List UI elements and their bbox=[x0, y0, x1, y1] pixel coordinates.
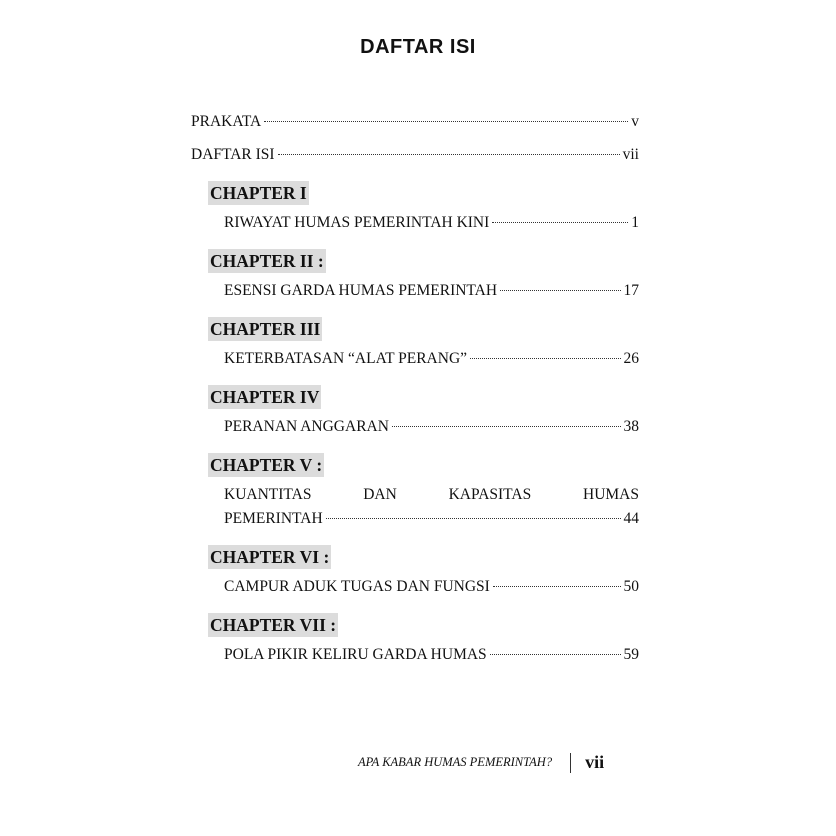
toc-entry-label: KETERBATASAN “ALAT PERANG” bbox=[224, 350, 468, 367]
toc-page-number: v bbox=[631, 113, 639, 130]
chapter-heading: CHAPTER VII : bbox=[210, 615, 337, 635]
toc-page-number: 38 bbox=[623, 418, 639, 435]
toc-entry-label: ESENSI GARDA HUMAS PEMERINTAH bbox=[224, 282, 498, 299]
dot-leader bbox=[392, 426, 621, 427]
dot-leader bbox=[326, 518, 621, 519]
toc-page-number: 26 bbox=[623, 350, 639, 367]
toc-entry-word: DAN bbox=[363, 486, 397, 503]
chapter-block-3 bbox=[208, 317, 639, 371]
toc-page-number: vii bbox=[622, 146, 639, 163]
page-footer bbox=[358, 752, 604, 773]
dot-leader bbox=[493, 586, 621, 587]
chapter-heading: CHAPTER III bbox=[210, 319, 321, 339]
toc-entry-prakata[interactable] bbox=[191, 110, 639, 134]
chapter-heading: CHAPTER IV bbox=[210, 387, 320, 407]
toc-entry-chapter-5[interactable] bbox=[224, 483, 639, 531]
table-of-contents bbox=[191, 110, 639, 667]
toc-entry-word: KAPASITAS bbox=[448, 486, 532, 503]
toc-page-number: 1 bbox=[631, 214, 639, 231]
toc-page-number: 17 bbox=[623, 282, 639, 299]
toc-entry-label: PEMERINTAH bbox=[224, 510, 323, 527]
chapter-block-2 bbox=[208, 249, 639, 303]
toc-entry-label: PRAKATA bbox=[191, 113, 262, 130]
toc-entry-chapter-4[interactable] bbox=[224, 415, 639, 439]
chapter-block-4 bbox=[208, 385, 639, 439]
toc-entry-chapter-3[interactable] bbox=[224, 347, 639, 371]
chapter-heading: CHAPTER I bbox=[210, 183, 307, 203]
toc-entry-label-line2 bbox=[224, 507, 639, 531]
chapter-heading: CHAPTER V : bbox=[210, 455, 323, 475]
chapter-block-5 bbox=[208, 453, 639, 531]
chapter-block-1 bbox=[208, 181, 639, 235]
toc-entry-word: KUANTITAS bbox=[224, 486, 312, 503]
toc-entry-label-line1 bbox=[224, 483, 639, 507]
toc-page-number: 44 bbox=[623, 510, 639, 527]
toc-entry-daftar-isi[interactable] bbox=[191, 143, 639, 167]
dot-leader bbox=[500, 290, 620, 291]
toc-entry-chapter-6[interactable] bbox=[224, 575, 639, 599]
toc-entry-word: HUMAS bbox=[583, 486, 639, 503]
dot-leader bbox=[264, 121, 628, 122]
chapter-heading: CHAPTER II : bbox=[210, 251, 324, 271]
toc-entry-label: RIWAYAT HUMAS PEMERINTAH KINI bbox=[224, 214, 490, 231]
toc-entry-chapter-1[interactable] bbox=[224, 211, 639, 235]
toc-entry-label: PERANAN ANGGARAN bbox=[224, 418, 389, 435]
footer-page-number: vii bbox=[585, 752, 605, 772]
toc-page-number: 50 bbox=[623, 578, 639, 595]
toc-entry-label: POLA PIKIR KELIRU GARDA HUMAS bbox=[224, 646, 487, 663]
page-title: DAFTAR ISI bbox=[360, 36, 476, 58]
footer-book-title: APA KABAR HUMAS PEMERINTAH? bbox=[358, 755, 553, 769]
toc-entry-label: CAMPUR ADUK TUGAS DAN FUNGSI bbox=[224, 578, 490, 595]
dot-leader bbox=[492, 222, 628, 223]
dot-leader bbox=[470, 358, 620, 359]
toc-entry-label: DAFTAR ISI bbox=[191, 146, 275, 163]
chapter-block-6 bbox=[208, 545, 639, 599]
dot-leader bbox=[490, 654, 621, 655]
toc-entry-chapter-7[interactable] bbox=[224, 643, 639, 667]
toc-entry-chapter-2[interactable] bbox=[224, 279, 639, 303]
footer-separator bbox=[570, 753, 571, 773]
toc-page-number: 59 bbox=[623, 646, 639, 663]
chapter-block-7 bbox=[208, 613, 639, 667]
dot-leader bbox=[278, 154, 620, 155]
chapter-heading: CHAPTER VI : bbox=[210, 547, 330, 567]
